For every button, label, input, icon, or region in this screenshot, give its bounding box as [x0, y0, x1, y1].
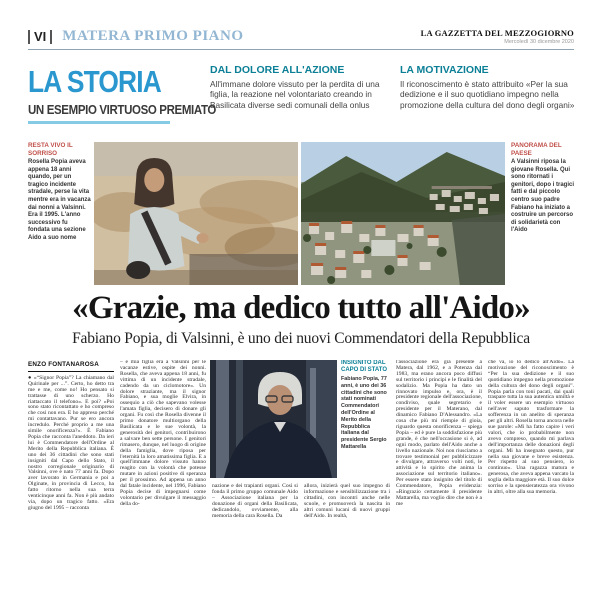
- kicker-underline: [28, 121, 170, 124]
- kicker-label: LA STORIA: [28, 64, 161, 99]
- article-text: allora, inizierà quel suo impegno di informazione e sensibilizzazione tra i cittadini, con incontri anche nelle scuole, e promuoverà la nascita in altri comuni lucani di nuovi gruppi dell'Aido. In realtà,: [304, 483, 390, 519]
- caption-left-text: Rosella Popia aveva appena 18 anni quando, per un tragico incidente stradale, perse la vita mentre era in vacanza dai nonni a Valsinni. Era il 1995. L'anno successivo fu fondata una sezione Aido a suo nome: [28, 159, 91, 241]
- byline: ENZO FONTANAROSA: [28, 360, 114, 372]
- caption-right: [508, 142, 574, 285]
- caption-left-title: RESTA VIVO IL SORRISO: [28, 142, 73, 157]
- article-text: nazione e dei trapianti organi. Così si fonda il primo gruppo comunale Aido – Associazione italiana per la donazione di organi della Basilicata, dedicandolo, ovviamente, alla memoria della cara Rosella. Da: [212, 483, 298, 519]
- article-text: che va, io lo dedico all'Aido». La motivazione del riconoscimento è “Per la sua dedizione e il suo quotidiano impegno nella promozione della cultura del dono degli organi”. Popia parla con toni pacati, dai quali traspare tutta la sua autentica umiltà e il voler essere un esempio virtuoso nell'aver saputo trasformare la sofferenza in un anelito di speranza per gli altri. Rosella torna ancora nelle sue parole: «Mi ha fatto capire i veri valori, che io probabilmente non avevo compreso, quando mi parlava dell'importanza delle donazioni degli organi. Mi ha insegnato questo, pur nella sua giovane e breve esistenza. Per rispetto al suo pensiero, io continuo». Una ragazza matura e generosa, che aveva appena varcato la soglia della maggiore età. Il suo dolce sorriso e la spensieratezza ora vivono in altri, oltre alla sua memoria.: [488, 360, 574, 495]
- highlight-text: Il riconoscimento è stato attribuito «Per la sua dedizione e il suo quotidiano impegno nella promozione della cultura del dono degli organi»: [400, 79, 575, 110]
- highlight-motivazione: [400, 64, 592, 124]
- headline: «Grazie, ma dedico tutto all'Aido»: [72, 290, 530, 326]
- caption-left: [28, 142, 91, 285]
- article-column-2: [120, 360, 206, 568]
- article-column-5: [396, 360, 482, 568]
- highlight-text: All'immane dolore vissuto per la perdita di una figlia, la reazione nel volontariato creando in Basilicata diverse sedi comunali della onlus: [210, 79, 380, 110]
- inset-caption: [341, 360, 387, 478]
- highlight-title: LA MOTIVAZIONE: [400, 64, 489, 76]
- article-body: [28, 360, 574, 568]
- section-title: MATERA PRIMO PIANO: [62, 28, 244, 44]
- article-column-1: [28, 360, 114, 568]
- photo-strip: [28, 142, 574, 285]
- highlight-dal-dolore: [210, 64, 386, 124]
- page-header: [28, 28, 574, 50]
- photo-rosella-field: [94, 142, 298, 285]
- inset-caption-text: Fabiano Popia, 77 anni, è uno dei 36 cittadini che sono stati nominati Commendatori dell'Ordine al Merito della Repubblica italiana dal presidente Sergio Mattarella: [341, 376, 387, 450]
- photo-rosella-illustration: [94, 142, 298, 285]
- inset-caption-title: INSIGNITO DAL CAPO DI STATO: [341, 360, 387, 373]
- photo-valsinni-illustration: [301, 142, 505, 285]
- divider-bar: [50, 30, 52, 44]
- highlight-title: DAL DOLORE ALL'AZIONE: [210, 64, 345, 76]
- page-number: VI: [34, 29, 47, 44]
- subheadline: Fabiano Popia, di Valsinni, è uno dei nuovi Commendatori della Repubblica: [72, 330, 530, 347]
- section-header: [28, 28, 244, 45]
- issue-date: Mercoledì 30 dicembre 2020: [504, 39, 574, 45]
- article-text: ● «“Signor Popia”? La chiamano dal Quirinale per ...”. Certo, ho detto tra me e me, come no! Ho pensato si trattasse di uno scherzo. Ho riattaccato il telefono». E poi? «Poi sono stato ricontattato e ho compreso che così non era. E ho appreso perché mi contattavano. Pur se ero ancora incredulo. Perché proprio a me una simile onorificenza?». È Fabiano Popia che racconta l'aneddoto. Da ieri lui è Commendatore dell'Ordine al Merito della Repubblica italiana. È uno dei 36 cittadini che sono stati insigniti dal Capo dello Stato, il nostro corregionale originario di Valsinni, ove è nato 77 anni fa. Dopo aver lavorato in Germania e poi a Olginate, in provincia di Lecco, ha fatto ritorno nella sua terra venticinque anni fa. Non è più andato via, dopo un tragico fatto. «Era giugno del 1995 – racconta: [28, 374, 114, 511]
- caption-right-title: PANORAMA DEL PAESE: [511, 142, 562, 157]
- article-column-6: [488, 360, 574, 568]
- masthead: [421, 28, 574, 45]
- caption-right-text: A Valsinni riposa la giovane Rosella. Qui sono ritornati i genitori, dopo i tragici fatti e dal piccolo centro suo padre Fabiano ha iniziato a costruire un percorso di solidarietà con l'Aido: [511, 159, 574, 234]
- kicker-row: [28, 64, 574, 124]
- divider-bar: [28, 30, 30, 44]
- photo-popia-illustration: [210, 360, 337, 478]
- photo-popia-quirinale: [210, 360, 337, 478]
- kicker-block: [28, 64, 216, 124]
- article-text: l'associazione era già presente a Matera, dal 1962, e a Potenza dal 1983, ma erano ancora poco diffusi sul territorio i principi e le finalità del sodalizio. Ma Popia ha dato un rinnovato impulso e, ora, è il presidente regionale dell'associazione, condiviso, quale segretario e presidente per il Materano, dal dinamico Fabiano D'Alessandro. «La cosa che più mi riempie di gioia, riguardo questa onorificenza – spiega Popia – ed è pure la soddisfazione più grande, è che nell'occasione si è, ad ogni modo, parlato dell'Aido anche a livello nazionale. Noi non riusciamo a trovare testimonial per pubblicizzare e divulgare, attraverso volti noti, le attività e lo spirito che anima la associazione sul territorio italiano». Per essere stato insignito del titolo di Commendatore, Popia evidenzia: «Ringrazio certamente il presidente Mattarella, ma voglio dire che non è a me: [396, 360, 482, 507]
- photo-valsinni-panorama: [301, 142, 505, 285]
- masthead-name: LA GAZZETTA DEL MEZZOGIORNO: [420, 28, 574, 38]
- article-text: – e mia figlia era a Valsinni per le vacanze estive, ospite dei nonni. Rosella, che aveva appena 18 anni, fu vittima di un incidente stradale, cadendo da un ciclomotore». Un dolore straziante, ma il signor Fabiano, e sua moglie Elvira, in ossequio a ciò che sapevano volesse l'amata figlia, decisero di donare gli organi. Fu così che Rosella divenne il primo donatore multiorgano della Basilicata e le sue volontà, la generosità dei genitori, contribuirono a salvare ben sette persone. I genitori rimasero, dunque, nel luogo di origine della famiglia, dove riposa per l'eternità la loro amatissima figlia. E a quell'immane dolore vissuto hanno reagito con la volontà che potesse mutare in azioni positive di speranza per il prossimo. Ad appena un anno dal fatale incidente, nel 1996, Fabiano Popia decise di impegnarsi come volontario per divulgare il messaggio della do-: [120, 360, 206, 507]
- kicker-sublabel: UN ESEMPIO VIRTUOSO PREMIATO: [28, 103, 216, 117]
